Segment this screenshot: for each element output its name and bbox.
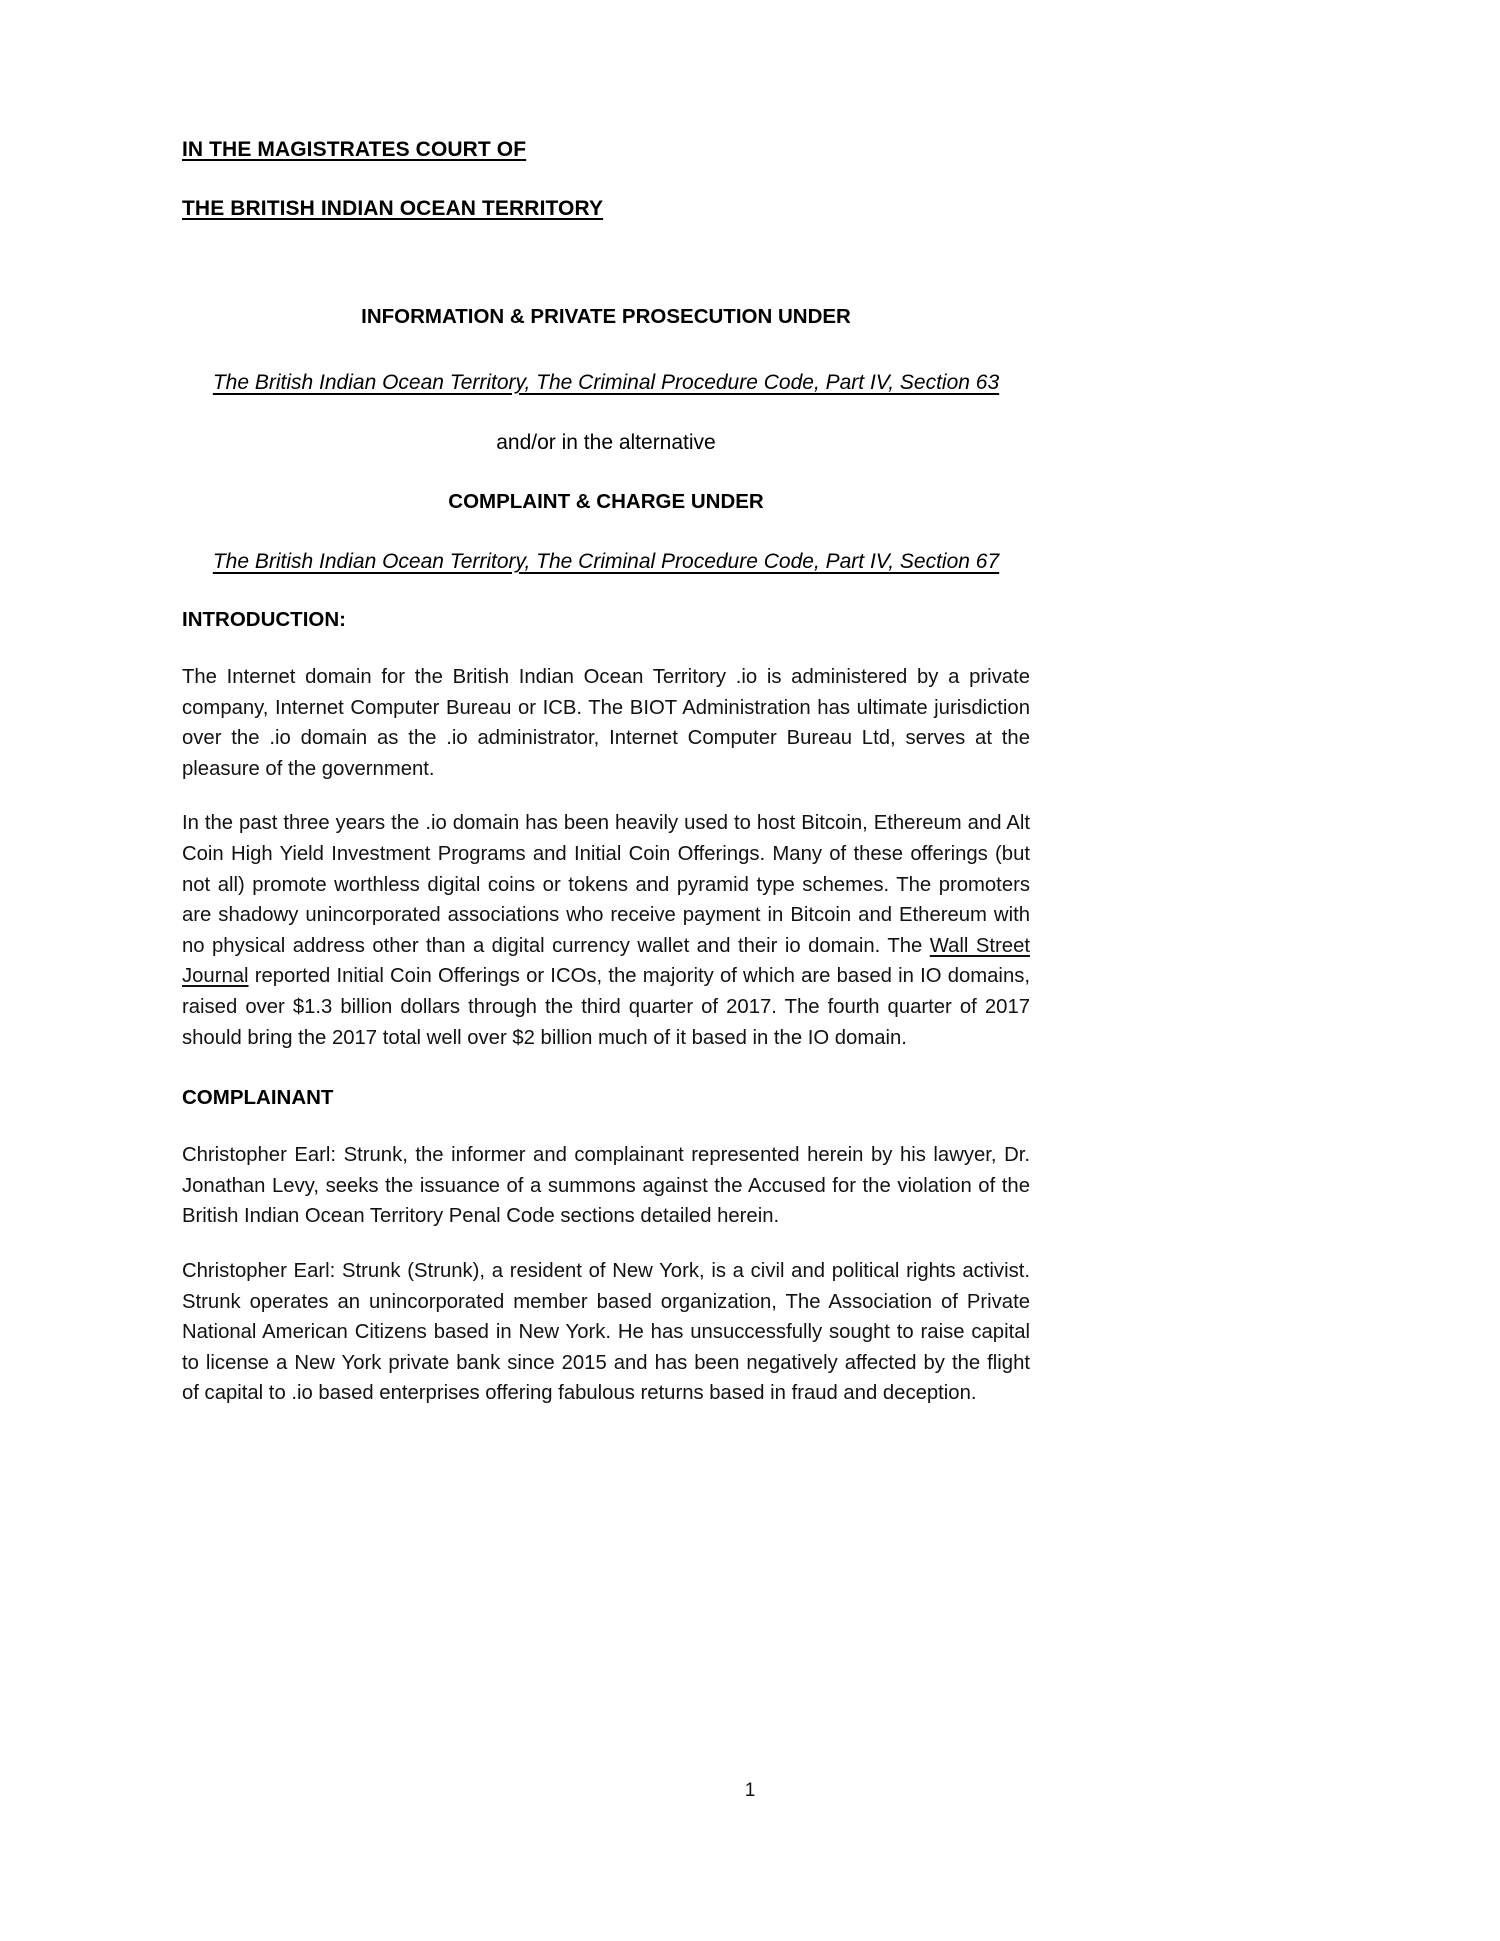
alternative-line: and/or in the alternative [496,430,716,454]
title-information-prosecution: INFORMATION & PRIVATE PROSECUTION UNDER [361,305,851,328]
introduction-paragraph-1: The Internet domain for the British Indian Ocean Territory .io is administered by a private company, Internet Computer Bureau or ICB. The BIOT Administration has ultimate jurisdiction over the .io domain as the .io administrator, Internet Computer Bureau Ltd, serves at the pleasure of the government. [182,666,1030,780]
section-heading-complainant: COMPLAINANT [182,1086,334,1110]
spacer [182,515,1030,549]
spacer [182,784,1030,808]
paragraph-2-text-before-citation: In the past three years the .io domain has been heavily used to host Bitcoin, Ethereum and Alt Coin High Yield Investment Programs and Initial Coin Offerings. Many of these offerings (but not all) promote worthless digital coins or tokens and pyramid type schemes. The promoters are shadowy unincorporated associations who receive payment in Bitcoin and Ethereum with no physical address other than a digital currency wallet and their io domain. The [182,812,1030,957]
complainant-paragraph-2: Christopher Earl: Strunk (Strunk), a resident of New York, is a civil and political rights activist. Strunk operates an unincorporated member based organization, The Association of Private National American Citizens based in New York. He has unsuccessfully sought to raise capital to license a New York private bank since 2015 and has been negatively affected by the flight of capital to .io based enterprises offering fabulous returns based in fraud and deception. [182,1259,1030,1405]
title-complaint-charge: COMPLAINT & CHARGE UNDER [448,490,764,514]
introduction-paragraph-2 [182,808,1030,1053]
citation-section-63: The British Indian Ocean Territory, The Criminal Procedure Code, Part IV, Section 63 [212,370,1000,394]
citation-section-67: The British Indian Ocean Territory, The Criminal Procedure Code, Part IV, Section 67 [212,549,1000,573]
title-block [182,305,1030,575]
spacer [182,1110,1030,1140]
court-heading-line-1: IN THE MAGISTRATES COURT OF [182,138,527,161]
spacer [182,330,1030,370]
spacer [182,1232,1030,1256]
section-heading-introduction: INTRODUCTION: [182,608,346,631]
court-heading-line-2: THE BRITISH INDIAN OCEAN TERRITORY [182,197,604,220]
paragraph-2-text-after-citation: reported Initial Coin Offerings or ICOs, the majority of which are based in IO domains, raised over $1.3 billion dollars through the third quarter of 2017. The fourth quarter of 2017 should bring the 2017 total well over $2 billion much of it based in the IO domain. [182,965,1030,1049]
page-number: 1 [744,1780,756,1801]
document-body [182,608,1030,1409]
spacer [182,396,1030,430]
spacer [182,632,1030,662]
spacer [182,1053,1030,1086]
wall-street-journal-citation: Wall Street Journal [182,934,1030,988]
complainant-paragraph-1: Christopher Earl: Strunk, the informer and complainant represented herein by his lawyer, Dr. Jonathan Levy, seeks the issuance of a summons against the Accused for the violation of the British Indian Ocean Territory Penal Code sections detailed herein. [182,1144,1030,1228]
spacer [182,456,1030,490]
